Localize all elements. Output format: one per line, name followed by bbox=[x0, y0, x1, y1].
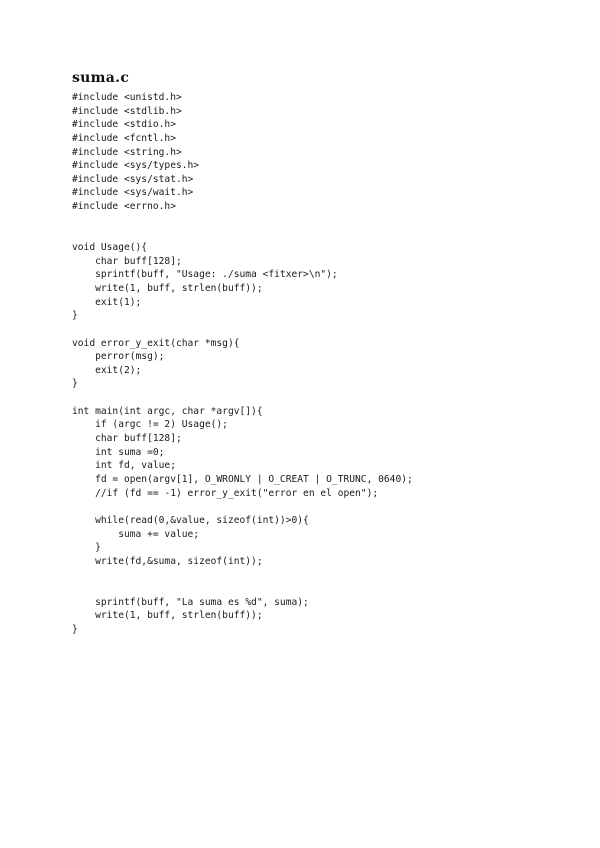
code-line bbox=[72, 582, 413, 596]
code-line: exit(2); bbox=[72, 364, 142, 376]
code-line: //if (fd == -1) error_y_exit("error en el open"); bbox=[72, 487, 379, 499]
code-line: int main(int argc, char *argv[]){ bbox=[72, 405, 263, 417]
code-line: char buff[128]; bbox=[72, 433, 182, 445]
code-line: } bbox=[72, 378, 78, 390]
code-line: #include <string.h> bbox=[72, 146, 182, 158]
code-line: #include <stdio.h> bbox=[72, 119, 176, 131]
code-line: int fd, value; bbox=[72, 460, 176, 472]
code-line: #include <unistd.h> bbox=[72, 92, 182, 103]
code-line: fd = open(argv[1], O_WRONLY | O_CREAT | O_TRUNC, 0640); bbox=[72, 473, 413, 485]
code-line: #include <sys/stat.h> bbox=[72, 173, 194, 185]
code-line: void Usage(){ bbox=[72, 242, 148, 254]
code-line: #include <sys/types.h> bbox=[72, 160, 200, 172]
code-line: write(1, buff, strlen(buff)); bbox=[72, 610, 263, 622]
code-line bbox=[72, 227, 413, 241]
code-line: write(fd,&suma, sizeof(int)); bbox=[72, 555, 263, 567]
code-line bbox=[72, 500, 413, 514]
code-line: #include <errno.h> bbox=[72, 201, 176, 213]
code-line bbox=[72, 391, 413, 405]
code-line: int suma =0; bbox=[72, 446, 165, 458]
code-line: } bbox=[72, 310, 78, 322]
code-line: perror(msg); bbox=[72, 351, 165, 363]
code-line bbox=[72, 323, 413, 337]
code-listing bbox=[72, 91, 413, 637]
code-line: sprintf(buff, "Usage: ./suma <fitxer>\n"); bbox=[72, 269, 338, 281]
code-line: } bbox=[72, 623, 78, 635]
code-line: } bbox=[72, 542, 101, 554]
code-line bbox=[72, 568, 413, 582]
code-line: suma += value; bbox=[72, 528, 200, 540]
code-line: void error_y_exit(char *msg){ bbox=[72, 337, 240, 349]
code-line: #include <sys/wait.h> bbox=[72, 187, 194, 199]
code-line: char buff[128]; bbox=[72, 255, 182, 267]
code-line: while(read(0,&value, sizeof(int))>0){ bbox=[72, 514, 309, 526]
code-line: if (argc != 2) Usage(); bbox=[72, 419, 228, 431]
code-line bbox=[72, 214, 413, 228]
code-line: #include <fcntl.h> bbox=[72, 132, 176, 144]
file-title: suma.c bbox=[72, 70, 130, 86]
code-line: exit(1); bbox=[72, 296, 142, 308]
code-line: write(1, buff, strlen(buff)); bbox=[72, 282, 263, 294]
code-line: #include <stdlib.h> bbox=[72, 105, 182, 117]
code-line: sprintf(buff, "La suma es %d", suma); bbox=[72, 596, 309, 608]
